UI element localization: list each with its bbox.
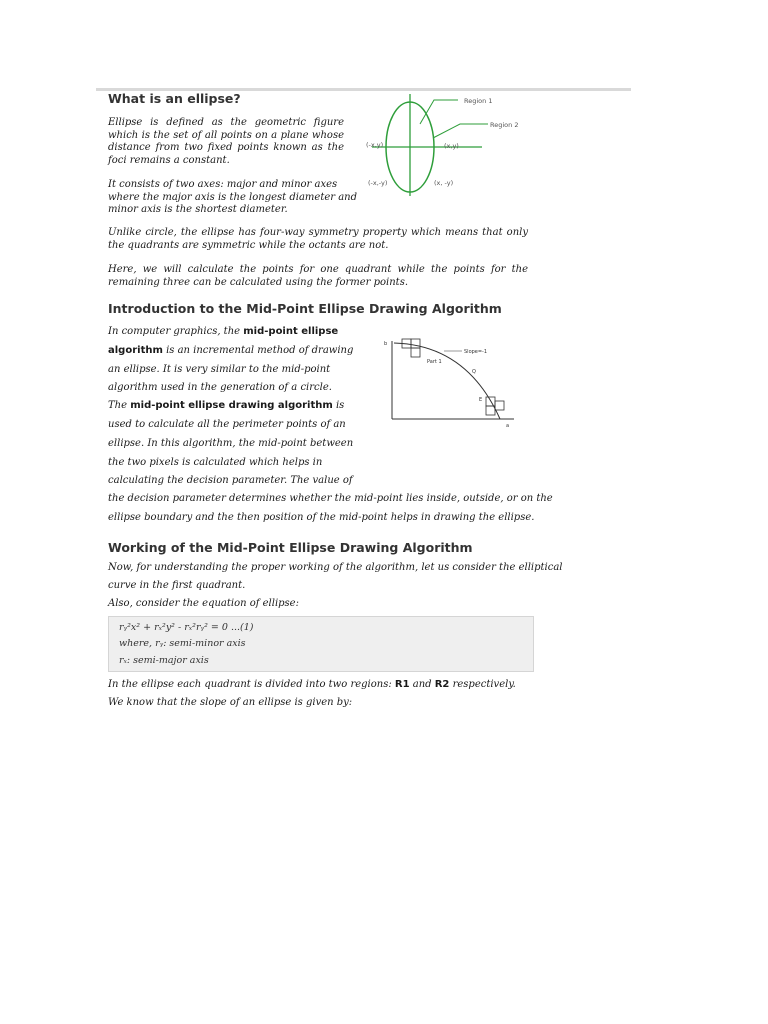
working-line-3: Also, consider the equation of ellipse: <box>108 598 299 609</box>
label-point-br: (x, -y) <box>434 179 454 187</box>
intro-line-4: algorithm used in the generation of a circle. <box>108 382 332 393</box>
intro-line-8: the two pixels is calculated which helps in <box>108 457 323 468</box>
heading-working: Working of the Mid-Point Ellipse Drawing Algorithm <box>108 540 473 555</box>
intro-line-9: calculating the decision parameter. The value of <box>108 475 353 486</box>
paragraph-axes: It consists of two axes: major and minor axes where the major axis is the longest diameter and minor axis is the shortest diameter. <box>108 179 358 215</box>
working-line-2: curve in the first quadrant. <box>108 580 246 591</box>
paragraph-definition: Ellipse is defined as the geometric figure which is the set of all points on a plane whose distance from two fixed points known as the foci remains a constant. <box>108 117 344 166</box>
label-region1: Region 1 <box>464 97 493 105</box>
label-point-tr: (x,y) <box>444 142 459 150</box>
label-point-bl: (-x,-y) <box>368 179 388 187</box>
paragraph-quadrant: Here, we will calculate the points for one quadrant while the points for the remaining three can be calculated using the former points. <box>108 264 528 288</box>
label-e: E <box>479 397 483 403</box>
semi-minor-definition: where, rᵧ: semi-minor axis <box>119 638 246 649</box>
semi-major-definition: rₓ: semi-major axis <box>119 655 209 666</box>
midpoint-ellipse-figure <box>382 331 532 429</box>
intro-line-2: algorithm is an incremental method of drawing <box>108 345 354 356</box>
label-b: b <box>384 341 388 347</box>
label-slope: Slope=-1 <box>464 349 488 355</box>
equation-line: rᵧ²x² + rₓ²y² - rₓ²rᵧ² = 0 ...(1) <box>119 622 254 633</box>
label-point-tl: (-x,y) <box>366 141 384 149</box>
label-part: Part 1 <box>427 359 442 365</box>
intro-line-7: ellipse. In this algorithm, the mid-point between <box>108 438 354 449</box>
label-a: a <box>506 423 510 429</box>
heading-what-is-ellipse: What is an ellipse? <box>108 91 241 106</box>
pixel-boxes-top <box>402 339 420 357</box>
region2-pointer <box>433 124 488 138</box>
working-line-slope: We know that the slope of an ellipse is given by: <box>108 697 353 708</box>
heading-introduction: Introduction to the Mid-Point Ellipse Drawing Algorithm <box>108 301 502 316</box>
intro-line-10: the decision parameter determines whether the mid-point lies inside, outside, or on the <box>108 493 553 504</box>
intro-line-6: used to calculate all the perimeter points of an <box>108 419 346 430</box>
label-q: Q <box>472 369 476 375</box>
intro-line-5: The mid-point ellipse drawing algorithm is <box>108 400 345 411</box>
pixel-boxes-bottom <box>486 397 504 415</box>
working-line-regions: In the ellipse each quadrant is divided into two regions: R1 and R2 respectively. <box>108 679 516 690</box>
working-line-1: Now, for understanding the proper working of the algorithm, let us consider the elliptical <box>108 562 563 573</box>
equation-box <box>108 616 534 672</box>
intro-line-3: an ellipse. It is very similar to the mid-point <box>108 364 331 375</box>
intro-line-1: In computer graphics, the mid-point ellipse <box>108 326 339 337</box>
label-region2: Region 2 <box>490 121 519 129</box>
paragraph-symmetry: Unlike circle, the ellipse has four-way symmetry property which means that only the quadrants are symmetric while the octants are not. <box>108 227 528 251</box>
intro-line-11: ellipse boundary and the then position of the mid-point helps in drawing the ellipse. <box>108 512 535 523</box>
ellipse-regions-figure <box>362 92 534 198</box>
